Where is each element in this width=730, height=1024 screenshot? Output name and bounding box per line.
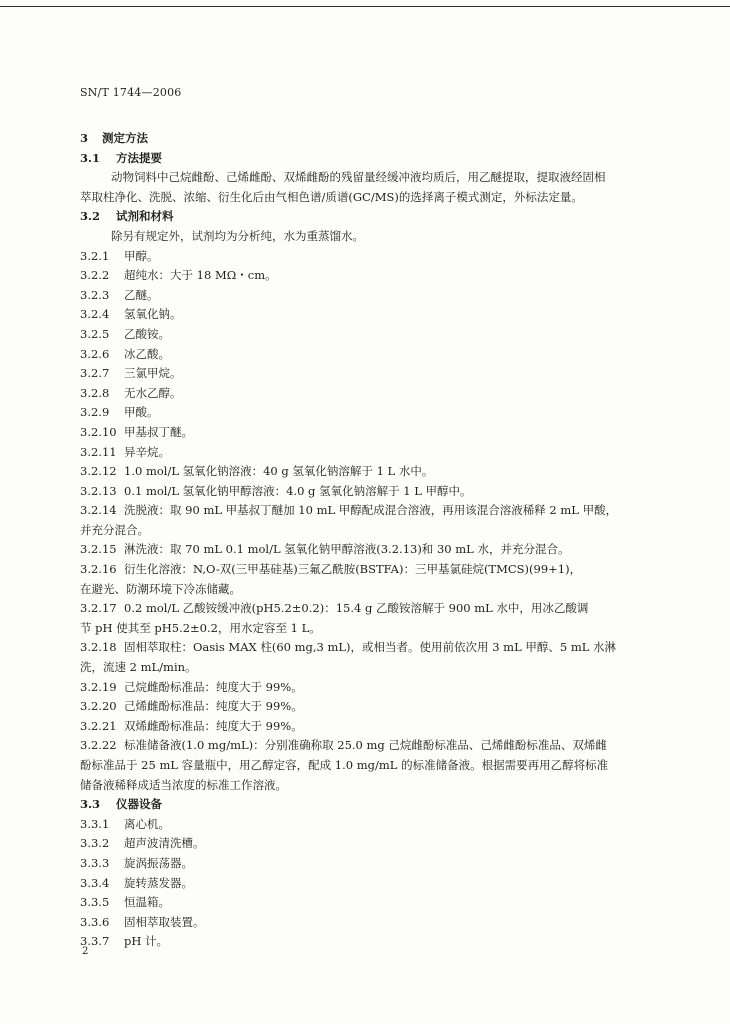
equipment-list (80, 815, 654, 952)
top-rule (0, 6, 730, 7)
subsection-number: 3.3 (80, 797, 101, 812)
list-item (80, 423, 654, 443)
list-item (80, 736, 654, 756)
item-text: 1.0 mol/L 氢氧化钠溶液：40 g 氢氧化钠溶解于 1 L 水中。 (124, 464, 434, 479)
item-text: 双烯雌酚标准品：纯度大于 99%。 (124, 718, 303, 733)
list-item (80, 834, 654, 854)
item-number: 3.2.2 (80, 268, 110, 283)
item-text: 恒温箱。 (124, 895, 170, 910)
item-text: 0.1 mol/L 氢氧化钠甲醇溶液：4.0 g 氢氧化钠溶解于 1 L 甲醇中。 (124, 483, 472, 498)
subsection-3-3-heading (80, 795, 654, 815)
item-number: 3.3.5 (80, 895, 110, 910)
list-item (80, 874, 654, 894)
item-number: 3.2.12 (80, 464, 117, 479)
item-text: pH 计。 (124, 934, 169, 949)
item-number: 3.2.17 (80, 601, 117, 616)
list-item (80, 325, 654, 345)
list-item (80, 913, 654, 933)
subsection-3-1-heading (80, 149, 654, 169)
list-item (80, 266, 654, 286)
item-text: 氢氧化钠。 (124, 307, 182, 322)
item-number: 3.3.6 (80, 914, 110, 929)
list-item (80, 384, 654, 404)
item-text: 超声波清洗槽。 (124, 836, 205, 851)
item-number: 3.2.22 (80, 738, 117, 753)
item-number: 3.2.5 (80, 326, 110, 341)
item-number: 3.2.1 (80, 248, 110, 263)
item-number: 3.2.19 (80, 679, 117, 694)
item-number: 3.2.9 (80, 405, 110, 420)
list-item (80, 599, 654, 619)
list-item (80, 286, 654, 306)
item-number: 3.2.20 (80, 699, 117, 714)
item-text: 异辛烷。 (124, 444, 170, 459)
item-text: 乙酸铵。 (124, 326, 170, 341)
item-text: 固相萃取柱：Oasis MAX 柱(60 mg,3 mL)，或相当者。使用前依次用 3 mL 甲醇、5 mL 水淋 (124, 640, 617, 655)
item-text: 无水乙醇。 (124, 385, 182, 400)
list-item (80, 815, 654, 835)
section-title: 测定方法 (102, 131, 149, 145)
list-item (80, 638, 654, 658)
item-number: 3.2.16 (80, 562, 117, 577)
item-number: 3.3.3 (80, 855, 110, 870)
item-continuation: 储备液稀释成适当浓度的标准工作溶液。 (80, 777, 287, 792)
item-text: 旋转蒸发器。 (124, 875, 193, 890)
list-item (80, 501, 654, 521)
item-text: 己烯雌酚标准品：纯度大于 99%。 (124, 699, 303, 714)
list-item (80, 247, 654, 267)
item-text: 离心机。 (124, 816, 170, 831)
item-number: 3.2.14 (80, 503, 117, 518)
list-item (80, 678, 654, 698)
item-continuation: 洗，流速 2 mL/min。 (80, 660, 197, 675)
list-item (80, 345, 654, 365)
item-text: 衍生化溶液：N,O-双(三甲基硅基)三氟乙酰胺(BSTFA)：三甲基氯硅烷(TMCS)(99+1)， (124, 562, 582, 577)
item-text: 旋涡振荡器。 (124, 855, 193, 870)
item-number: 3.2.4 (80, 307, 110, 322)
subsection-title: 仪器设备 (116, 797, 162, 812)
item-number: 3.2.15 (80, 542, 117, 557)
item-text: 甲酸。 (124, 405, 159, 420)
list-item (80, 540, 654, 560)
item-text: 超纯水：大于 18 MΩ・cm。 (124, 268, 277, 283)
list-item (80, 482, 654, 502)
item-text: 己烷雌酚标准品：纯度大于 99%。 (124, 679, 303, 694)
list-item (80, 932, 654, 952)
list-item (80, 697, 654, 717)
list-item (80, 560, 654, 580)
item-continuation: 并充分混合。 (80, 522, 149, 537)
item-number: 3.3.1 (80, 816, 110, 831)
item-number: 3.2.3 (80, 287, 110, 302)
list-item (80, 893, 654, 913)
subsection-title: 试剂和材料 (116, 209, 174, 224)
item-continuation: 在避光、防潮环境下冷冻储藏。 (80, 581, 241, 596)
paragraph-line: 萃取柱净化、洗脱、浓缩、衍生化后由气相色谱/质谱(GC/MS)的选择离子模式测定，外标法定量。 (80, 189, 583, 204)
item-text: 乙醚。 (124, 287, 159, 302)
item-continuation: 酚标准品于 25 mL 容量瓶中，用乙醇定容，配成 1.0 mg/mL 的标准储备液。根据需要再用乙醇将标准 (80, 758, 609, 772)
paragraph-line: 动物饲料中己烷雌酚、己烯雌酚、双烯雌酚的残留量经缓冲液均质后，用乙醚提取，提取液经固相 (111, 170, 606, 185)
subsection-number: 3.1 (80, 150, 101, 165)
item-number: 3.2.8 (80, 385, 110, 400)
item-number: 3.2.18 (80, 640, 117, 655)
standard-code: SN/T 1744—2006 (80, 86, 182, 99)
list-item (80, 305, 654, 325)
item-number: 3.2.10 (80, 424, 117, 439)
item-text: 甲基叔丁醚。 (124, 424, 193, 439)
list-item (80, 443, 654, 463)
section-heading (80, 129, 654, 149)
item-continuation: 节 pH 使其至 pH5.2±0.2，用水定容至 1 L。 (80, 620, 321, 635)
list-item (80, 403, 654, 423)
item-number: 3.2.13 (80, 483, 117, 498)
reagent-list (80, 247, 654, 796)
item-number: 3.2.7 (80, 366, 110, 381)
item-number: 3.2.11 (80, 444, 117, 459)
item-text: 冰乙酸。 (124, 346, 170, 361)
list-item (80, 462, 654, 482)
item-number: 3.2.6 (80, 346, 110, 361)
item-number: 3.3.2 (80, 836, 110, 851)
document-body (80, 129, 654, 952)
item-text: 淋洗液：取 70 mL 0.1 mol/L 氢氧化钠甲醇溶液(3.2.13)和 30 mL 水，并充分混合。 (124, 542, 570, 557)
item-text: 标准储备液(1.0 mg/mL)：分别准确称取 25.0 mg 己烷雌酚标准品、己烯雌酚标准品、双烯雌 (124, 738, 607, 753)
item-number: 3.2.21 (80, 718, 117, 733)
subsection-number: 3.2 (80, 209, 101, 224)
item-text: 三氯甲烷。 (124, 366, 182, 381)
section-number: 3 (80, 131, 89, 145)
subsection-title: 方法提要 (116, 150, 162, 165)
subsection-3-2-heading (80, 207, 654, 227)
item-text: 洗脱液：取 90 mL 甲基叔丁醚加 10 mL 甲醇配成混合溶液，再用该混合溶液稀释 2 mL 甲酸， (124, 503, 618, 518)
page-number: 2 (82, 946, 89, 957)
list-item (80, 364, 654, 384)
item-text: 固相萃取装置。 (124, 914, 205, 929)
list-item (80, 717, 654, 737)
item-text: 0.2 mol/L 乙酸铵缓冲液(pH5.2±0.2)：15.4 g 乙酸铵溶解于 900 mL 水中，用冰乙酸调 (124, 601, 589, 616)
paragraph-line: 除另有规定外，试剂均为分析纯，水为重蒸馏水。 (111, 228, 364, 243)
item-text: 甲醇。 (124, 248, 159, 263)
item-number: 3.3.4 (80, 875, 110, 890)
list-item (80, 854, 654, 874)
item-number: 3.3.7 (80, 934, 110, 949)
